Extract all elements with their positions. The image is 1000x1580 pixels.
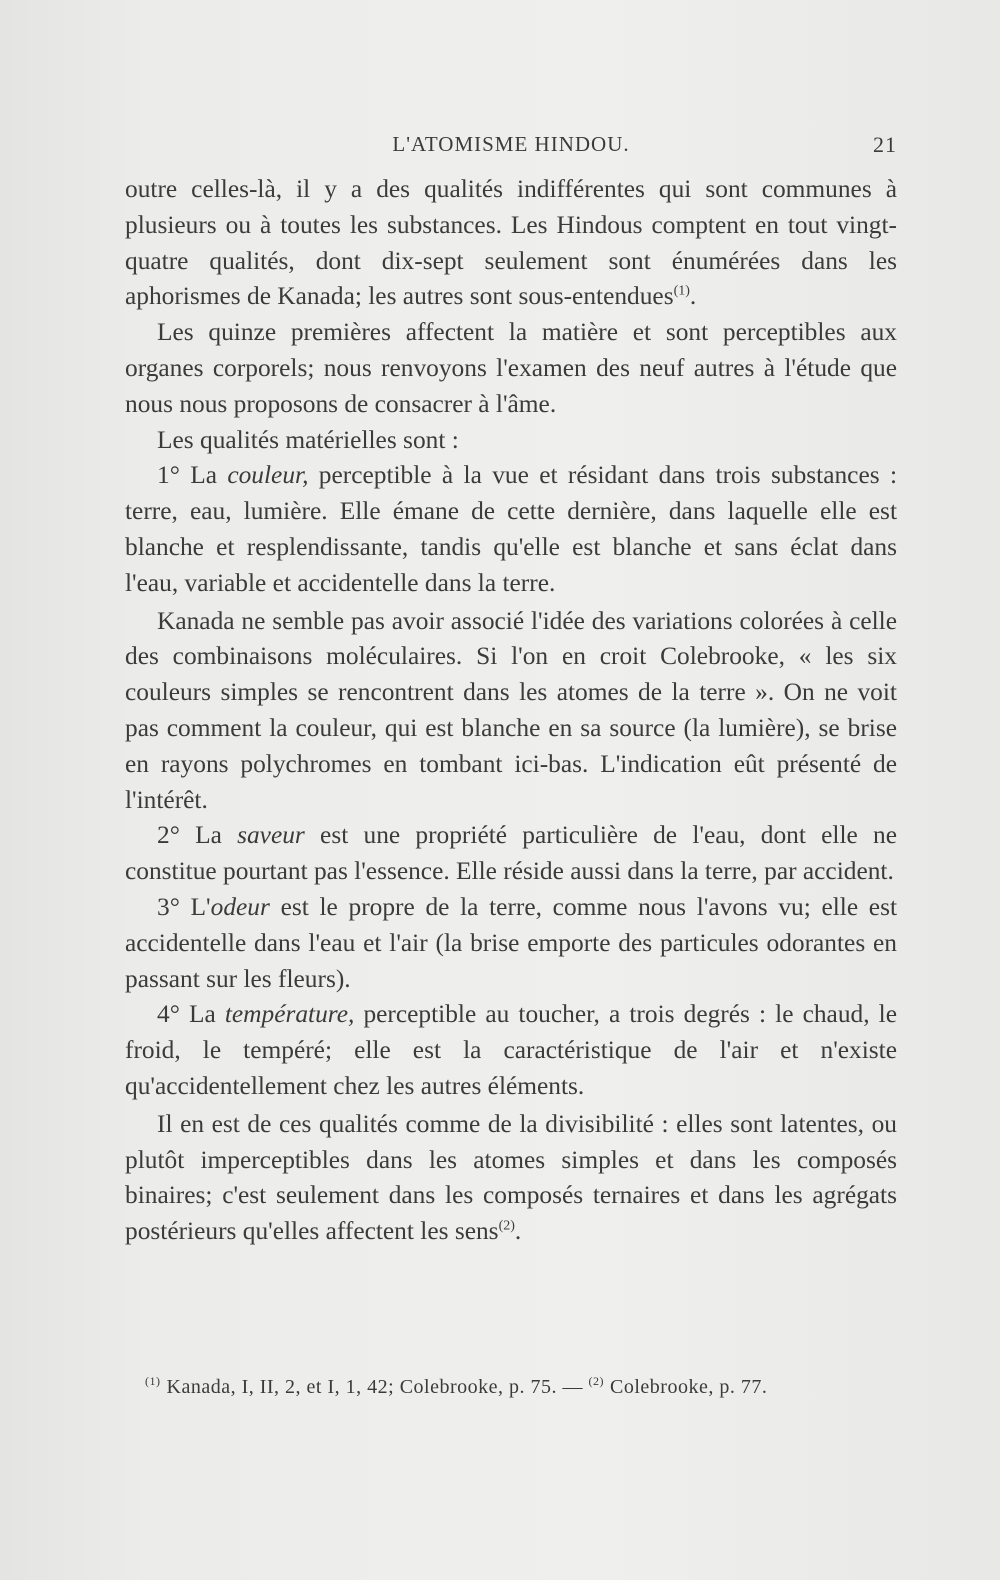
paragraph-text: Il en est de ces qualités comme de la divisibilité : elles sont latentes, ou plutôt imperceptibles dans les atomes simples et dans les composés binaires; c'est seulement dans les composés ternaires et dans les agrégats postérieurs qu'elles affectent les sens bbox=[125, 1109, 897, 1246]
item-prefix: 3° L' bbox=[157, 892, 211, 921]
paragraph-kanada bbox=[125, 604, 897, 819]
footnote-ref-1: (1) bbox=[673, 283, 690, 299]
term-odeur: odeur bbox=[210, 892, 270, 921]
paragraph-divisibilite bbox=[125, 1107, 897, 1250]
paragraph-saveur bbox=[125, 818, 897, 890]
paragraph-tail: . bbox=[689, 282, 697, 311]
page-number: 21 bbox=[873, 132, 897, 157]
footnote-ref-2: (2) bbox=[498, 1218, 515, 1234]
paragraph-1 bbox=[125, 172, 897, 315]
body-text bbox=[125, 172, 897, 1250]
paragraph-odeur bbox=[125, 890, 897, 997]
paragraph-tail: . bbox=[514, 1217, 522, 1246]
paragraph-text: perceptible au toucher, a trois degrés : le chaud, le froid, le tempéré; elle est la caractéristique de l'air et n'existe qu'accidentellement chez les autres éléments. bbox=[125, 1000, 897, 1100]
paragraph-temperature bbox=[125, 997, 897, 1104]
footnote-mark-1: (1) bbox=[145, 1374, 161, 1389]
page-header bbox=[125, 128, 897, 160]
paragraph-text: perceptible à la vue et résidant dans trois substances : terre, eau, lumière. Elle émane de cette dernière, dans laquelle elle est blanche et resplendissante, tandis qu'elle est blanche et sans éclat dans l'eau, variable et accidentelle dans la terre. bbox=[125, 461, 898, 597]
paragraph-text: outre celles-là, il y a des qualités indifférentes qui sont communes à plusieurs ou à toutes les substances. Les Hindous comptent en tout vingt-quatre qualités, dont dix-sept seulement sont énumérées dans les aphorismes de Kanada; les autres sont sous-entendues bbox=[125, 175, 897, 311]
footnote-2: Colebrooke, p. 77. bbox=[610, 1376, 768, 1398]
footnote-1: Kanada, I, II, 2, et I, 1, 42; Colebrooke, p. 75. — bbox=[166, 1376, 584, 1398]
term-temperature: température, bbox=[224, 1000, 355, 1029]
paragraph-text: Les qualités matérielles sont : bbox=[157, 425, 459, 454]
paragraph-text: Les quinze premières affectent la matière et sont perceptibles aux organes corporels; nous renvoyons l'examen des neuf autres à l'étude que nous nous proposons de consacrer à l'âme. bbox=[125, 318, 897, 418]
footnote-mark-2: (2) bbox=[588, 1374, 605, 1389]
paragraph-3 bbox=[125, 423, 897, 459]
paragraph-couleur bbox=[125, 458, 897, 601]
footnotes bbox=[145, 1373, 897, 1401]
paragraph-2 bbox=[125, 315, 897, 422]
paragraph-text: Kanada ne semble pas avoir associé l'idée des variations colorées à celle des combinaisons moléculaires. Si l'on en croit Colebrooke, « les six couleurs simples se rencontrent dans les atomes de la terre ». On ne voit pas comment la couleur, qui est blanche en sa source (la lumière), se brise en rayons polychromes en tombant ici-bas. L'indication eût présenté de l'intérêt. bbox=[125, 606, 897, 814]
item-prefix: 2° La bbox=[157, 821, 238, 850]
term-saveur: saveur bbox=[237, 821, 305, 850]
paragraph-text: est le propre de la terre, comme nous l'avons vu; elle est accidentelle dans l'eau et l'air (la brise emporte des particules odorantes en passant sur les fleurs). bbox=[125, 892, 898, 993]
item-prefix: 4° La bbox=[157, 1000, 225, 1029]
item-prefix: 1° La bbox=[157, 461, 228, 490]
paragraph-text: est une propriété particulière de l'eau, dont elle ne constitue pourtant pas l'essence. Elle réside aussi dans la terre, par accident. bbox=[125, 821, 897, 886]
running-title: L'ATOMISME HINDOU. bbox=[392, 132, 630, 156]
term-couleur: couleur, bbox=[227, 461, 309, 490]
